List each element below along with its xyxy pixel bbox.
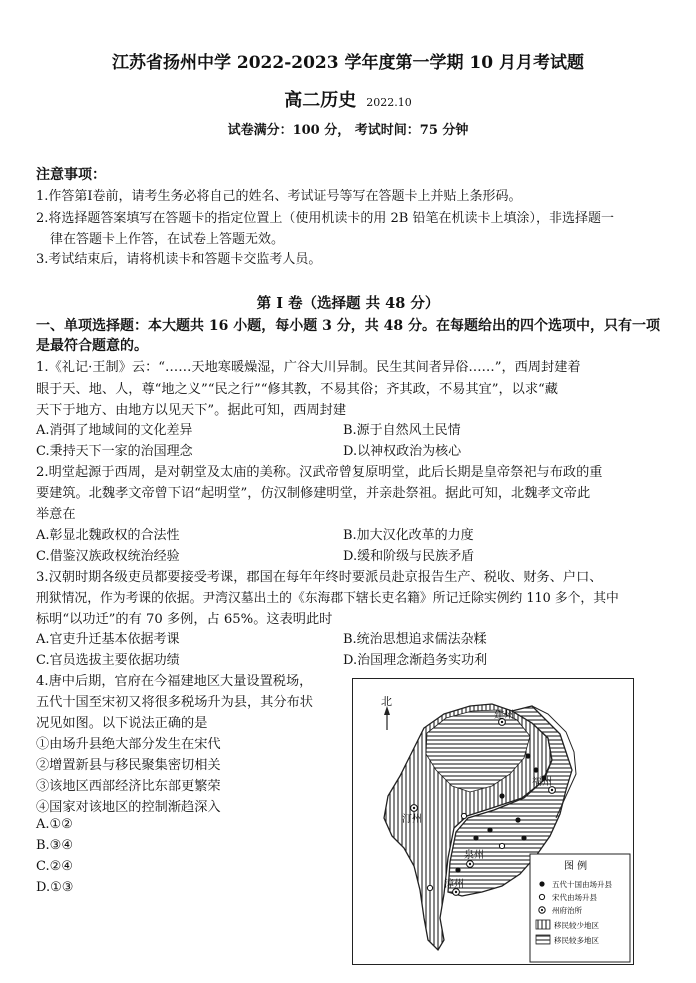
option-d: D.治国理念渐趋务实功利 xyxy=(343,653,488,668)
legend-hollow-dot-icon xyxy=(539,894,544,899)
option-d: D.缓和阶级与民族矛盾 xyxy=(343,549,475,564)
question-line: 2.明堂起源于西周，是对朝堂及太庙的美称。汉武帝曾复原明堂，此后长期是皇帝祭祀与布政的重 xyxy=(36,465,603,480)
question-line: 1.《礼记·王制》云：“……天地寒暖燥湿，广谷大川异制。民生其间者异俗……”，西周封建着 xyxy=(36,360,581,375)
map-legend xyxy=(530,854,630,962)
question-line: 刑狱情况，作为考课的依据。尹湾汉墓出土的《东海郡下辖长吏名籍》所记迁除实例约 110 多个，其中 xyxy=(36,591,619,606)
subject-title: 高二历史 xyxy=(284,90,357,111)
option-b: B.统治思想追求儒法杂糅 xyxy=(343,632,487,647)
place-label: 汀州 xyxy=(402,814,422,825)
option-b: B.③④ xyxy=(36,838,73,853)
exam-title: 江苏省扬州中学 2022-2023 学年度第一学期 10 月月考试题 xyxy=(111,53,584,73)
statement: ③该地区西部经济比东部更繁荣 xyxy=(36,779,221,794)
legend-item: 宋代由场升县 xyxy=(552,893,597,902)
statement: ④国家对该地区的控制渐趋深入 xyxy=(36,800,221,815)
north-label: 北 xyxy=(381,695,392,708)
place-label: 福州 xyxy=(532,777,552,788)
option-a: A.消弭了地域间的文化差异 xyxy=(36,423,193,438)
subject-line xyxy=(0,86,696,112)
option-c: C.官员选拔主要依据功绩 xyxy=(36,653,180,668)
legend-item: 州府治所 xyxy=(552,906,582,915)
legend-vstripe-icon xyxy=(536,920,550,929)
question-line: 4.唐中后期，官府在今福建地区大量设置税场， xyxy=(36,674,313,689)
option-b: B.源于自然风土民情 xyxy=(343,423,461,438)
notice-heading: 注意事项： xyxy=(36,167,106,183)
option-c: C.②④ xyxy=(36,859,73,874)
option-a: A.官吏升迁基本依据考课 xyxy=(36,632,180,647)
legend-hstripe-icon xyxy=(536,935,550,944)
option-a: A.彰显北魏政权的合法性 xyxy=(36,528,180,543)
option-d: D.①③ xyxy=(36,880,74,895)
notice-line: 2.将选择题答案填写在答题卡的指定位置上（使用机读卡的用 2B 铅笔在机读卡上填涂），非选择题一 xyxy=(36,211,614,226)
fujian-map xyxy=(352,678,634,965)
exam-date: 2022.10 xyxy=(366,96,412,109)
option-d: D.以神权政治为核心 xyxy=(343,444,462,459)
statement: ①由场升县绝大部分发生在宋代 xyxy=(36,737,221,752)
legend-title: 图 例 xyxy=(564,861,588,872)
question-line: 天下于地方、由地方以见天下”。据此可知，西周封建 xyxy=(36,403,347,418)
option-c: C.借鉴汉族政权统治经验 xyxy=(36,549,180,564)
question-line: 标明“以功迁”的有 70 多例，占 65%。这表明此时 xyxy=(36,612,333,627)
option-c: C.秉持天下一家的治国理念 xyxy=(36,444,193,459)
place-label: 建州 xyxy=(494,710,514,721)
legend-filled-dot-icon xyxy=(539,881,544,886)
place-label: 泉州 xyxy=(464,850,484,861)
legend-item: 移民较多地区 xyxy=(554,936,599,945)
question-line: 况见如图。以下说法正确的是 xyxy=(36,716,208,731)
exam-info: 试卷满分：100 分， 考试时间：75 分钟 xyxy=(227,123,469,138)
question-line: 眼于天、地、人，尊“地之义”“民之行”“修其教，不易其俗；齐其政，不易其宜”，以求“藏 xyxy=(36,382,558,397)
question-line: 五代十国至宋初又将很多税场升为县，其分布状 xyxy=(36,695,313,710)
question-line: 要建筑。北魏孝文帝曾下诏“起明堂”，仿汉制修建明堂，并亲赴祭祖。据此可知，北魏孝文帝此 xyxy=(36,486,591,501)
statement: ②增置新县与移民聚集密切相关 xyxy=(36,758,221,773)
option-a: A.①② xyxy=(36,817,73,832)
section-title: 第 Ⅰ 卷（选择题 共 48 分） xyxy=(256,295,440,312)
question-line: 3.汉朝时期各级吏员都要接受考课，郡国在每年年终时要派员赴京报告生产、税收、财务、户口、 xyxy=(36,570,603,585)
legend-item: 五代十国由场升县 xyxy=(552,880,612,889)
place-label: 漳州 xyxy=(444,879,464,890)
notice-line: 3.考试结束后，请将机读卡和答题卡交监考人员。 xyxy=(36,252,322,267)
legend-item: 移民较少地区 xyxy=(554,921,599,930)
question-line: 举意在 xyxy=(36,507,76,522)
section-instruction: 一、单项选择题：本大题共 16 小题，每小题 3 分，共 48 分。在每题给出的四个选项中，只有一项是最符合题意的。 xyxy=(36,318,660,354)
option-b: B.加大汉化改革的力度 xyxy=(343,528,474,543)
notice-line: 1.作答第Ⅰ卷前，请考生务必将自己的姓名、考试证号等写在答题卡上并贴上条形码。 xyxy=(36,189,522,204)
notice-line: 律在答题卡上作答，在试卷上答题无效。 xyxy=(50,232,285,247)
